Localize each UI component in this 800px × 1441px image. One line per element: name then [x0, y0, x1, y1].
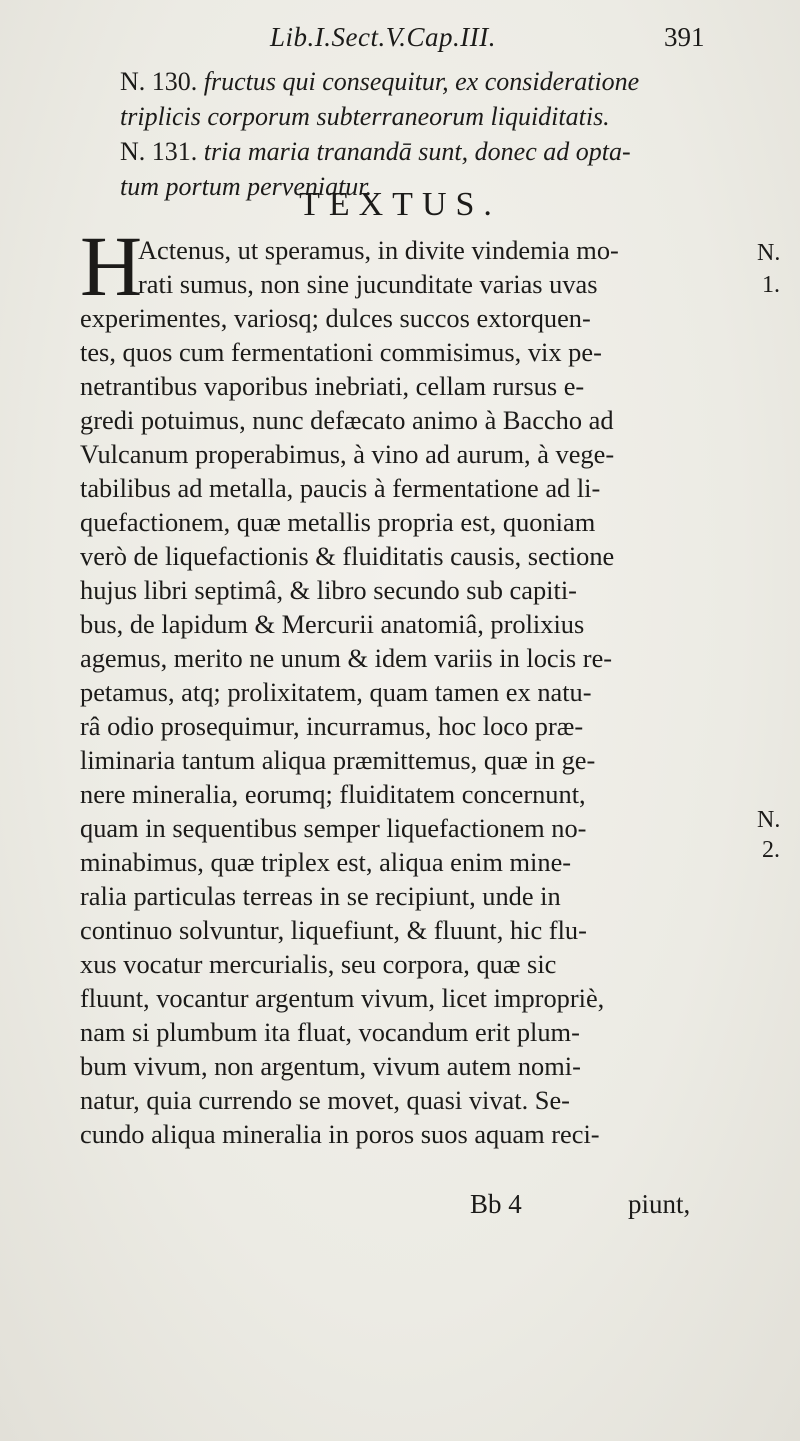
summary-line: N. 131. tria maria tranandā sunt, donec ad opta- [120, 137, 631, 166]
chapter-summary [120, 64, 740, 204]
margin-note-label: N. [757, 807, 781, 833]
body-text [80, 233, 730, 1151]
text-line: fluunt, vocantur argentum vivum, licet impropriè, [80, 983, 605, 1013]
drop-capital: H [80, 218, 143, 314]
margin-note-label: N. [757, 240, 781, 266]
text-line: Actenus, ut speramus, in divite vindemia mo- [138, 235, 619, 265]
text-line: quefactionem, quæ metallis propria est, quoniam [80, 507, 596, 537]
summary-line: tum portum perveniatur. [120, 172, 373, 201]
text-line: ralia particulas terreas in se recipiunt, unde in [80, 881, 561, 911]
margin-note-number: 1. [762, 272, 780, 298]
text-line: petamus, atq; prolixitatem, quam tamen ex natu- [80, 677, 592, 707]
text-line: rati sumus, non sine jucunditate varias uvas [138, 269, 598, 299]
text-line: gredi potuimus, nunc defæcato animo à Baccho ad [80, 405, 614, 435]
text-line: agemus, merito ne unum & idem variis in locis re- [80, 643, 613, 673]
text-line: cundo aliqua mineralia in poros suos aquam reci- [80, 1119, 600, 1149]
page-number: 391 [664, 22, 705, 52]
text-line: tabilibus ad metalla, paucis à fermentatione ad li- [80, 473, 601, 503]
text-line: bum vivum, non argentum, vivum autem nomi- [80, 1051, 581, 1081]
signature-mark: Bb 4 [470, 1189, 522, 1219]
text-line: quam in sequentibus semper liquefactionem no- [80, 813, 587, 843]
running-head: Lib.I.Sect.V.Cap.III. [270, 22, 496, 52]
summary-line: N. 130. fructus qui consequitur, ex consideratione [120, 67, 640, 96]
text-line: Vulcanum properabimus, à vino ad aurum, à vege- [80, 439, 615, 469]
summary-line: triplicis corporum subterraneorum liquiditatis. [120, 102, 610, 131]
text-line: liminaria tantum aliqua præmittemus, quæ in ge- [80, 745, 596, 775]
text-line: xus vocatur mercurialis, seu corpora, quæ sic [80, 949, 557, 979]
text-line: bus, de lapidum & Mercurii anatomiâ, prolixius [80, 609, 585, 639]
margin-note-number: 2. [762, 837, 780, 863]
catchword: piunt, [628, 1189, 691, 1219]
text-line: râ odio prosequimur, incurramus, hoc loco præ- [80, 711, 584, 741]
text-line: hujus libri septimâ, & libro secundo sub capiti- [80, 575, 577, 605]
text-line: minabimus, quæ triplex est, aliqua enim mine- [80, 847, 572, 877]
text-line: natur, quia currendo se movet, quasi vivat. Se- [80, 1085, 570, 1115]
text-line: netrantibus vaporibus inebriati, cellam rursus e- [80, 371, 585, 401]
text-line: experimentes, variosq; dulces succos extorquen- [80, 303, 591, 333]
text-line: tes, quos cum fermentationi commisimus, vix pe- [80, 337, 602, 367]
text-line: nere mineralia, eorumq; fluiditatem concernunt, [80, 779, 586, 809]
text-line: verò de liquefactionis & fluiditatis causis, sectione [80, 541, 615, 571]
section-title: TEXTUS. [299, 186, 501, 223]
text-line: nam si plumbum ita fluat, vocandum erit plum- [80, 1017, 580, 1047]
text-line: continuo solvuntur, liquefiunt, & fluunt, hic flu- [80, 915, 587, 945]
